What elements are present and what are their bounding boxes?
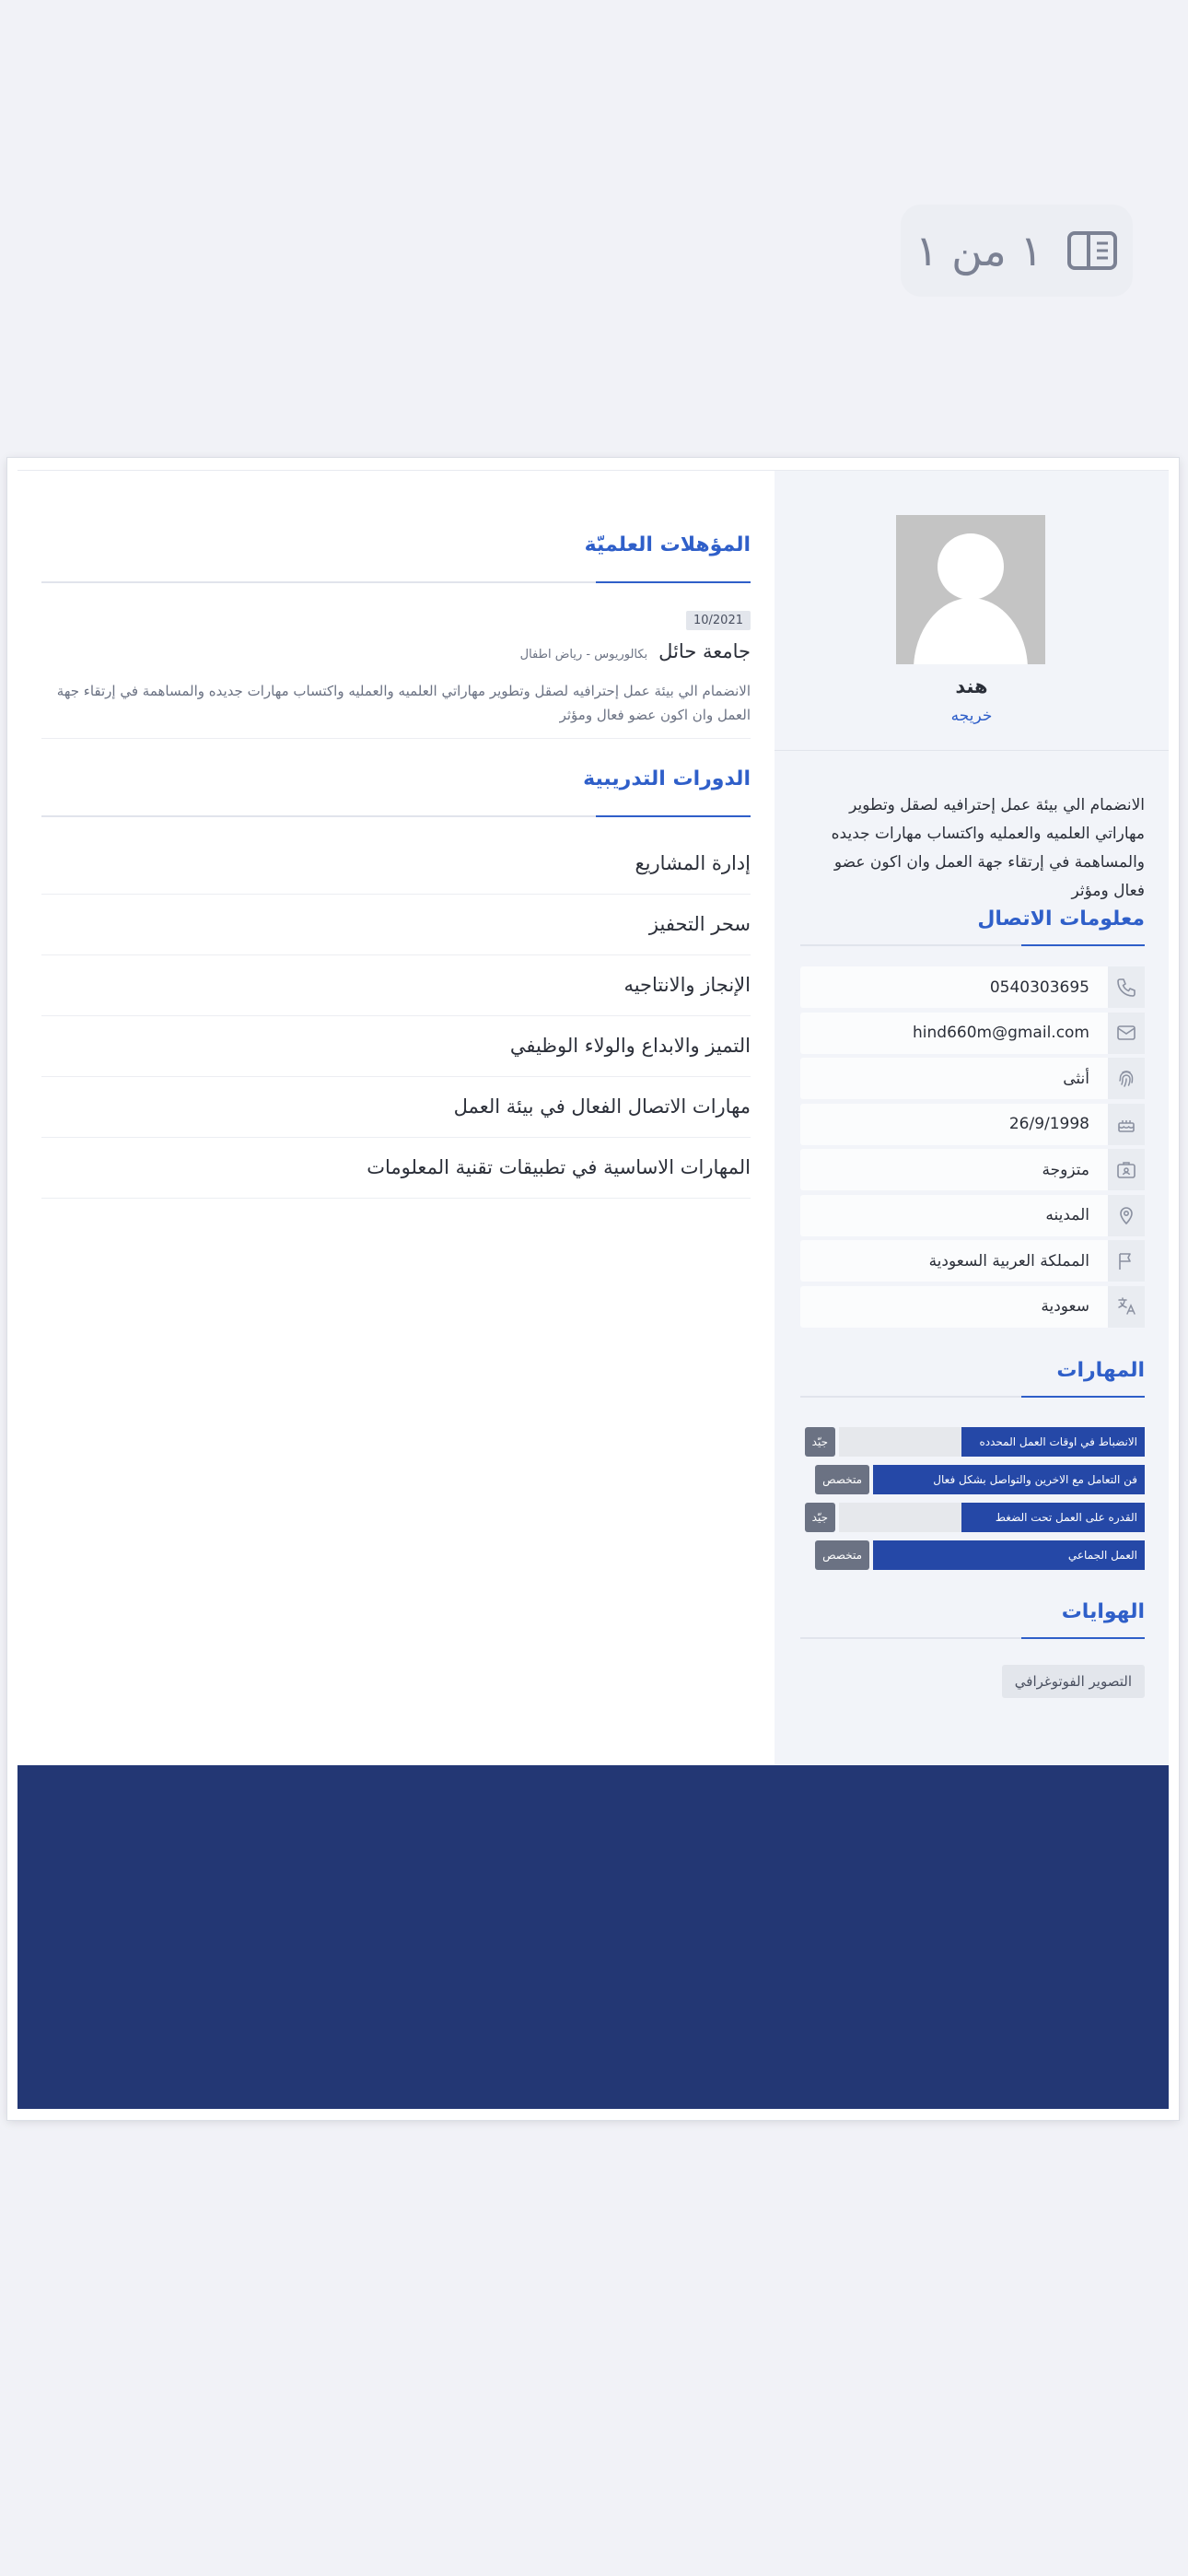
contact-value: 26/9/1998 <box>1008 1115 1089 1133</box>
hobby-tag: التصوير الفوتوغرافي <box>1002 1665 1145 1698</box>
course-item: مهارات الاتصال الفعال في بيئة العمل <box>41 1077 751 1138</box>
skill-row <box>800 1503 1145 1532</box>
education-degree: بكالوريوس - رياض اطفال <box>519 648 648 662</box>
contact-nationality <box>800 1286 1145 1328</box>
page-count-text: ١ من ١ <box>914 226 1043 275</box>
skill-row <box>800 1465 1145 1494</box>
contact-list <box>800 966 1145 1331</box>
course-item: إدارة المشاريع <box>41 834 751 895</box>
contact-email <box>800 1013 1145 1054</box>
skill-bar <box>839 1503 1145 1532</box>
profile-title: خريجه <box>950 707 993 725</box>
language-icon <box>1115 1295 1137 1317</box>
contact-city <box>800 1195 1145 1236</box>
contact-gender <box>800 1058 1145 1099</box>
skill-bar <box>873 1540 1145 1570</box>
skill-name: الانضباط في اوقات العمل المحدده <box>961 1427 1145 1457</box>
resume-page <box>17 470 1169 2111</box>
education-date: 10/2021 <box>686 611 751 630</box>
mail-icon <box>1115 1022 1137 1044</box>
hobbies-section-line <box>800 1637 1145 1639</box>
cake-icon <box>1115 1113 1137 1135</box>
skill-level-badge: جيّد <box>805 1427 835 1457</box>
skills-section-line <box>800 1396 1145 1398</box>
course-item: التميز والابداع والولاء الوظيفي <box>41 1016 751 1077</box>
page-counter[interactable] <box>901 205 1133 297</box>
skill-name: القدره على العمل تحت الضغط <box>961 1503 1145 1532</box>
skill-level-badge: متخصص <box>815 1465 869 1494</box>
contact-phone <box>800 966 1145 1008</box>
resume-sidebar <box>775 471 1169 1765</box>
skills-list <box>800 1427 1145 1578</box>
contact-section-title: معلومات الاتصال <box>977 907 1145 931</box>
flag-icon <box>1115 1250 1137 1272</box>
resume-sheet <box>7 458 1179 2120</box>
skills-section-title: المهارات <box>1056 1359 1145 1382</box>
course-item: المهارات الاساسية في تطبيقات تقنية المعلومات <box>41 1138 751 1199</box>
phone-icon <box>1115 977 1137 999</box>
id-card-icon <box>1115 1159 1137 1181</box>
contact-section-line <box>800 944 1145 946</box>
course-item: سحر التحفيز <box>41 895 751 955</box>
footer-band <box>17 1765 1169 2109</box>
education-school: جامعة حائل <box>658 640 751 662</box>
contact-value: 0540303695 <box>989 978 1089 997</box>
skill-level-badge: جيّد <box>805 1503 835 1532</box>
sidebar-panel-icon <box>1066 230 1118 271</box>
person-silhouette-icon <box>896 515 1045 664</box>
skill-name: العمل الجماعي <box>873 1540 1145 1570</box>
skill-row <box>800 1540 1145 1570</box>
contact-value: hind660m@gmail.com <box>913 1024 1089 1042</box>
contact-country <box>800 1240 1145 1282</box>
skill-level-badge: متخصص <box>815 1540 869 1570</box>
profile-objective: الانضمام الي بيئة عمل إحترافيه لصقل وتطوير مهاراتي العلميه والعمليه واكتساب مهارات جديده والمساهمة في إرتقاء جهة العمل وان اكون عضو فعال ومؤثر <box>831 796 1145 900</box>
contact-value: متزوجة <box>1042 1160 1089 1179</box>
education-section-line <box>41 581 751 583</box>
resume-main <box>17 471 775 1765</box>
course-item: الإنجاز والانتاجيه <box>41 955 751 1016</box>
contact-value: المدينه <box>1045 1206 1089 1224</box>
skill-row <box>800 1427 1145 1457</box>
courses-section-line <box>41 815 751 817</box>
education-description: الانضمام الي بيئة عمل إحترافيه لصقل وتطوير مهاراتي العلميه والعمليه واكتساب مهارات جديده والمساهمة في إرتقاء جهة العمل وان اكون عضو فعال ومؤثر <box>56 683 751 723</box>
skill-bar <box>839 1427 1145 1457</box>
avatar <box>896 515 1045 664</box>
courses-section-title: الدورات التدريبية <box>583 767 751 790</box>
courses-list <box>41 834 751 1199</box>
skill-name: فن التعامل مع الاخرين والتواصل بشكل فعال <box>873 1465 1145 1494</box>
education-section-title: المؤهلات العلميّة <box>584 533 751 556</box>
education-header <box>520 640 751 662</box>
location-pin-icon <box>1115 1204 1137 1226</box>
sidebar-divider <box>775 750 1169 751</box>
hobbies-section-title: الهوايات <box>1061 1600 1145 1623</box>
contact-value: سعودية <box>1041 1297 1089 1316</box>
contact-marital-status <box>800 1149 1145 1190</box>
profile-name: هند <box>955 675 988 697</box>
contact-value: المملكة العربية السعودية <box>928 1251 1089 1270</box>
skill-bar <box>873 1465 1145 1494</box>
contact-value: أنثى <box>1063 1069 1089 1088</box>
contact-birthdate <box>800 1104 1145 1145</box>
education-separator <box>41 738 751 739</box>
fingerprint-icon <box>1115 1068 1137 1090</box>
